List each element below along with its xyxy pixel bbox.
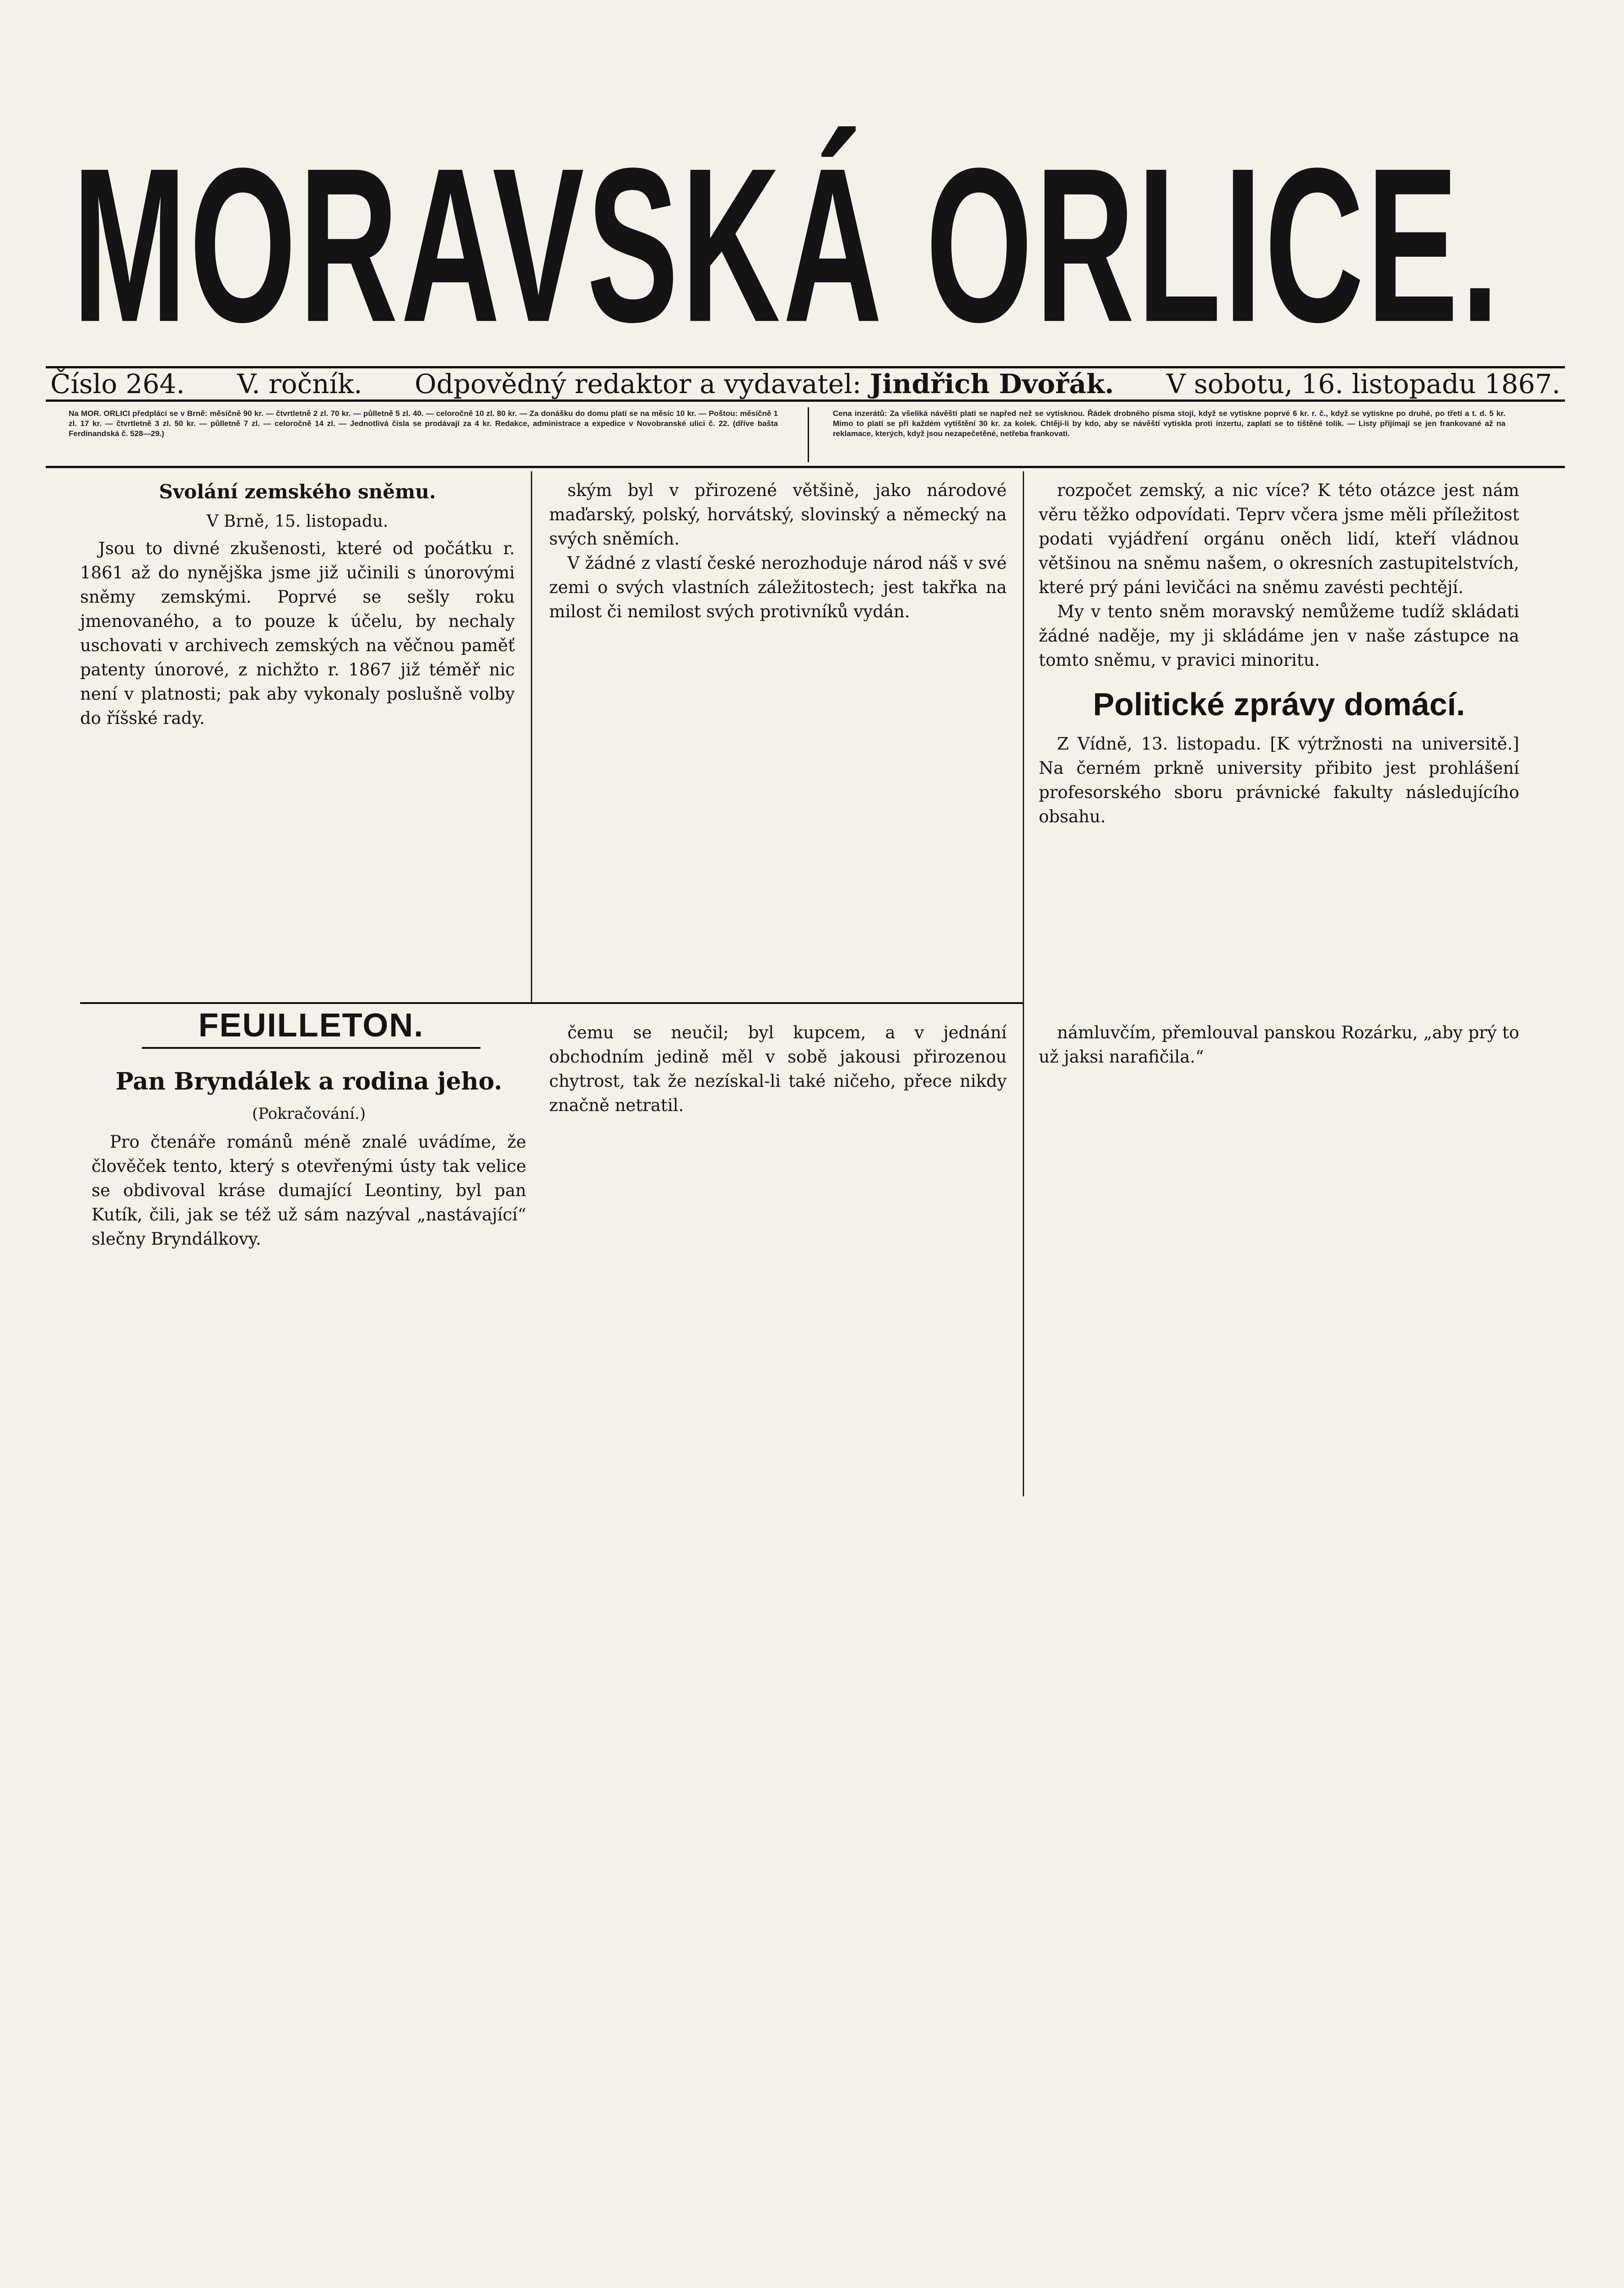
paragraph: Jsou to divné zkušenosti, které od počátku r. 1861 až do nynějška jsme již učinili s únorovými sněmy zemskými. Poprvé se sešly roku jmenovaného, a to pouze k účelu, by nechaly uschovati v archivech zemských na věčnou paměť patenty únorové, z nichžto r. 1867 již téměř nic není v platnosti; pak aby vykonaly poslušně volby do říšské rady. [80, 539, 515, 728]
masthead-title: MORAVSKÁ ORLICE. [72, 122, 1502, 368]
paragraph: rozpočet zemský, a nic více? K této otázce jest nám věru těžko odpovídati. Teprv včera jsme měli příležitost podati vyjádření orgánu oněch lidí, kteří vládnou většinou na sněmu našem, o okresních zastupitelstvích, které prý páni levičáci na sněmu zavésti pechtějí. [1039, 480, 1519, 597]
feuilleton-subtitle: (Pokračování.) [252, 1105, 366, 1123]
column-2 [549, 478, 1007, 624]
paragraph: V žádné z vlastí české nerozhoduje národ náš v své zemi o svých vlastních záležitostech; jest takřka na milost či nemilost svých protivníků vydán. [549, 553, 1007, 621]
advert-rates: Cena inzerátů: Za všeliká návěští platí se napřed než se vytisknou. Řádek drobného písma stojí, když se vytiskne poprvé 6 kr. r. č., když se vytiskne po druhé, po třetí a t. d. 5 kr. Mimo to platí se při každém vytištění 30 kr. za kolek. Chtějí-li by kdo, aby se návěští vytiskla proti inzertu, zaplatí se to tištěné tolik. — Listy přijímají se jen frankované až na reklamace, kterých, když jsou nezapečetěné, netřeba frankovati. [833, 409, 1505, 438]
issue-info-line [46, 366, 1565, 402]
feuilleton-column-2 [549, 1020, 1007, 1117]
feuilleton-column-3 [1039, 1020, 1519, 1069]
paragraph: My v tento sněm moravský nemůžeme tudíž skládati žádné naděje, my ji skládáme jen v naše zástupce na tomto sněmu, v pravici minoritu. [1039, 602, 1519, 670]
masthead [55, 122, 1519, 368]
paragraph: Z Vídně, 13. listopadu. [K výtržnosti na universitě.] Na černém prkně university přibito jest prohlášení profesorského sboru právnické fakulty následujícího obsahu. [1039, 734, 1519, 826]
article-dateline: V Brně, 15. listopadu. [206, 512, 388, 531]
issue-number: Číslo 264. [50, 368, 185, 399]
paragraph: Pro čtenáře románů méně znalé uvádíme, že člověček tento, který s otevřenými ústy tak velice se obdivoval kráse dumající Leontiny, byl pan Kutík, čili, jak se též už sám nazýval „nastávající“ slečny Bryndálkovy. [92, 1132, 526, 1249]
article-headline: Svolání zemského sněmu. [159, 480, 436, 503]
column-3 [1039, 478, 1519, 829]
feuilleton-title: Pan Bryndálek a rodina jeho. [115, 1068, 502, 1095]
volume: V. ročník. [237, 368, 362, 399]
column-1 [80, 478, 515, 730]
subscription-info: Na MOR. ORLICI předplácí se v Brně: měsíčně 90 kr. — čtvrtletně 2 zl. 70 kr. — půlletně 5 zl. 40. — celoročně 10 zl. 80 kr. — Za donášku do domu platí se na měsíc 10 kr. — Poštou: měsíčně 1 zl. 17 kr. — čtvrtletně 3 zl. 50 kr. — půlletně 7 zl. — celoročně 14 zl. — Jednotlivá čísla se prodávají za 4 kr. Redakce, administrace a expedice v Novobranské ulici č. 22. (dříve bašta Ferdinandská č. 528—29.) [69, 409, 778, 438]
paragraph: ským byl v přirozené většině, jako národové maďarský, polský, horvátský, slovinský a německý na svých sněmích. [549, 480, 1007, 549]
editor-name: Jindřich Dvořák. [869, 368, 1114, 399]
section-headline: Politické zprávy domácí. [1093, 686, 1465, 722]
editor-label: Odpovědný redaktor a vydavatel: [415, 368, 862, 399]
column-rule [531, 471, 532, 1002]
divider [808, 407, 809, 462]
paragraph: čemu se neučil; byl kupcem, a v jednání obchodním jedině měl v sobě jakousi přirozenou chytrost, tak že nezískal-li také ničeho, přece nikdy značně netratil. [549, 1023, 1007, 1115]
editor [415, 368, 1114, 399]
divider [46, 466, 1565, 468]
feuilleton-column-1 [92, 1062, 526, 1251]
feuilleton-label: FEUILLETON. [142, 1007, 480, 1049]
divider [80, 1002, 1023, 1004]
issue-date: V sobotu, 16. listopadu 1867. [1166, 368, 1560, 399]
column-rule [1023, 471, 1024, 1496]
paragraph: námluvčím, přemlouval panskou Rozárku, „aby prý to už jaksi narafičila.“ [1039, 1023, 1519, 1067]
